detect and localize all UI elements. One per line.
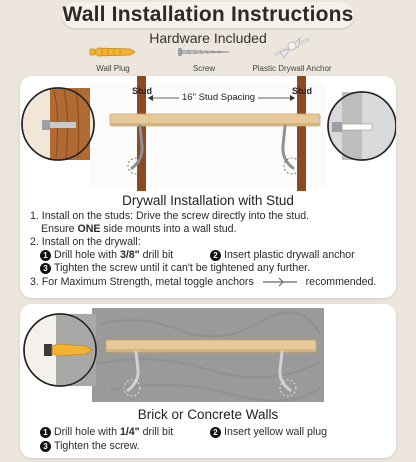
step-number-badge: 1 [40,427,51,438]
hardware-subtitle: Hardware Included [149,30,267,46]
screw-icon [176,44,232,60]
step-number-badge: 3 [40,263,51,274]
page-title-banner [62,2,354,28]
step-number-badge: 2 [210,427,221,438]
toggle-anchor-icon [261,277,299,287]
brick-illustration [20,304,396,404]
stud-spacing-label: 16" Stud Spacing [179,92,258,103]
drywall-heading: Drywall Installation with Stud [122,193,294,208]
hardware-wall-plug [86,44,140,73]
brick-substep-2: 2 Insert yellow wall plug [210,426,327,438]
step-number-badge: 2 [210,250,221,261]
step-number-badge: 3 [40,441,51,452]
drywall-substep-3: 3 Tighten the screw until it can't be tightened any further. [40,262,310,274]
drywall-step-1-note: Ensure ONE side mounts into a wall stud. [41,223,237,235]
hardware-drywall-anchor-label: Plastic Drywall Anchor [252,64,332,73]
stud-label-right: Stud [292,86,312,96]
brick-card [20,304,396,458]
hardware-screw [174,44,234,73]
drywall-step-3: 3. For Maximum Strength, metal toggle anchors recommended. [30,276,377,288]
drywall-substep-1: 1 Drill hole with 3/8" drill bit [40,249,173,261]
hardware-wall-plug-label: Wall Plug [96,64,130,73]
hardware-screw-label: Screw [192,64,216,73]
brick-heading: Brick or Concrete Walls [137,407,279,422]
drywall-anchor-icon [270,36,314,62]
brick-substep-3: 3 Tighten the screw. [40,440,140,452]
drywall-substep-2: 2 Insert plastic drywall anchor [210,249,355,261]
drywall-step-1: 1. Install on the studs: Drive the screw directly into the stud. [30,210,310,222]
hardware-drywall-anchor [250,36,334,73]
step-number-badge: 1 [40,250,51,261]
wall-plug-icon [88,44,138,60]
drywall-step-2: 2. Install on the drywall: [30,236,141,248]
drywall-card [20,76,396,298]
stud-label-left: Stud [132,86,152,96]
brick-substep-1: 1 Drill hole with 1/4" drill bit [40,426,173,438]
page-title: Wall Installation Instructions [62,3,354,26]
